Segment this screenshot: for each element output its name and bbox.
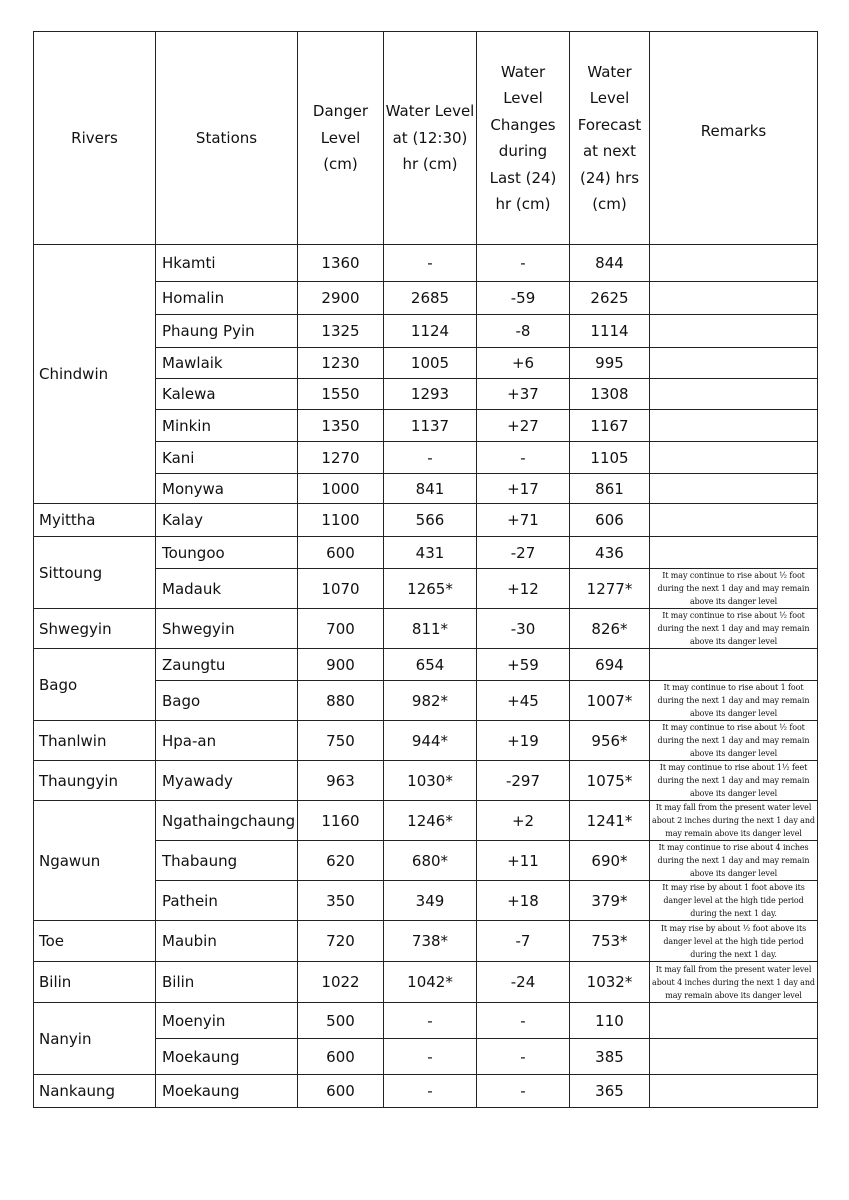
river-cell: Chindwin — [34, 245, 156, 504]
water-level-cell: 1005 — [384, 348, 477, 379]
river-cell: Bago — [34, 649, 156, 721]
station-cell: Ngathaingchaung — [156, 801, 298, 841]
remarks-cell: It may continue to rise about ½ foot during the next 1 day and may remain above its danger level — [650, 569, 818, 609]
remarks-cell: It may rise by about ½ foot above its danger level at the high tide period during the next 1 day. — [650, 921, 818, 962]
river-cell: Sittoung — [34, 537, 156, 609]
water-level-table — [33, 31, 818, 1108]
danger-level-cell: 1360 — [298, 245, 384, 282]
change-cell: +17 — [477, 474, 570, 504]
change-cell: - — [477, 1039, 570, 1075]
water-level-cell: 1265* — [384, 569, 477, 609]
change-cell: - — [477, 1003, 570, 1039]
change-cell: -24 — [477, 962, 570, 1003]
danger-level-cell: 500 — [298, 1003, 384, 1039]
remarks-cell — [650, 537, 818, 569]
danger-level-cell: 1325 — [298, 315, 384, 348]
river-cell: Toe — [34, 921, 156, 962]
remarks-cell: It may fall from the present water level about 2 inches during the next 1 day and may remain above its danger level — [650, 801, 818, 841]
forecast-cell: 694 — [570, 649, 650, 681]
station-cell: Minkin — [156, 410, 298, 442]
change-cell: +2 — [477, 801, 570, 841]
forecast-cell: 690* — [570, 841, 650, 881]
station-cell: Bago — [156, 681, 298, 721]
change-cell: -59 — [477, 282, 570, 315]
danger-level-cell: 620 — [298, 841, 384, 881]
station-cell: Moekaung — [156, 1075, 298, 1108]
station-cell: Monywa — [156, 474, 298, 504]
water-level-cell: 738* — [384, 921, 477, 962]
change-cell: +45 — [477, 681, 570, 721]
forecast-cell: 436 — [570, 537, 650, 569]
station-cell: Maubin — [156, 921, 298, 962]
forecast-cell: 606 — [570, 504, 650, 537]
water-level-cell: 1042* — [384, 962, 477, 1003]
river-cell: Shwegyin — [34, 609, 156, 649]
danger-level-cell: 963 — [298, 761, 384, 801]
station-cell: Zaungtu — [156, 649, 298, 681]
change-cell: +59 — [477, 649, 570, 681]
table-row — [34, 962, 818, 1003]
header-remarks: Remarks — [650, 32, 818, 245]
river-cell: Thaungyin — [34, 761, 156, 801]
water-level-cell: 2685 — [384, 282, 477, 315]
remarks-cell: It may rise by about 1 foot above its danger level at the high tide period during the next 1 day. — [650, 881, 818, 921]
table-row — [34, 761, 818, 801]
change-cell: - — [477, 245, 570, 282]
danger-level-cell: 2900 — [298, 282, 384, 315]
station-cell: Thabaung — [156, 841, 298, 881]
danger-level-cell: 1550 — [298, 379, 384, 410]
river-cell: Nanyin — [34, 1003, 156, 1075]
change-cell: -297 — [477, 761, 570, 801]
river-cell: Nankaung — [34, 1075, 156, 1108]
remarks-cell: It may continue to rise about 1½ feet during the next 1 day and may remain above its danger level — [650, 761, 818, 801]
change-cell: - — [477, 1075, 570, 1108]
change-cell: -30 — [477, 609, 570, 649]
change-cell: +6 — [477, 348, 570, 379]
change-cell: +18 — [477, 881, 570, 921]
table-row — [34, 1003, 818, 1039]
danger-level-cell: 1270 — [298, 442, 384, 474]
forecast-cell: 379* — [570, 881, 650, 921]
forecast-cell: 1167 — [570, 410, 650, 442]
change-cell: +12 — [477, 569, 570, 609]
forecast-cell: 385 — [570, 1039, 650, 1075]
change-cell: +27 — [477, 410, 570, 442]
water-level-cell: 680* — [384, 841, 477, 881]
danger-level-cell: 900 — [298, 649, 384, 681]
danger-level-cell: 700 — [298, 609, 384, 649]
table-row — [34, 537, 818, 569]
change-cell: +19 — [477, 721, 570, 761]
remarks-cell: It may continue to rise about 4 inches during the next 1 day and may remain above its danger level — [650, 841, 818, 881]
header-danger-level: Danger Level (cm) — [298, 32, 384, 245]
forecast-cell: 956* — [570, 721, 650, 761]
danger-level-cell: 720 — [298, 921, 384, 962]
danger-level-cell: 350 — [298, 881, 384, 921]
danger-level-cell: 1230 — [298, 348, 384, 379]
remarks-cell — [650, 1003, 818, 1039]
forecast-cell: 1007* — [570, 681, 650, 721]
water-level-cell: 566 — [384, 504, 477, 537]
forecast-cell: 2625 — [570, 282, 650, 315]
forecast-cell: 826* — [570, 609, 650, 649]
water-level-cell: 841 — [384, 474, 477, 504]
water-level-cell: 1030* — [384, 761, 477, 801]
danger-level-cell: 1000 — [298, 474, 384, 504]
remarks-cell: It may continue to rise about 1 foot during the next 1 day and may remain above its danger level — [650, 681, 818, 721]
forecast-cell: 1308 — [570, 379, 650, 410]
water-level-cell: 1293 — [384, 379, 477, 410]
danger-level-cell: 1160 — [298, 801, 384, 841]
remarks-cell — [650, 1075, 818, 1108]
header-stations: Stations — [156, 32, 298, 245]
header-changes: Water Level Changes during Last (24) hr (cm) — [477, 32, 570, 245]
water-level-cell: 944* — [384, 721, 477, 761]
change-cell: -7 — [477, 921, 570, 962]
forecast-cell: 1032* — [570, 962, 650, 1003]
remarks-cell — [650, 474, 818, 504]
station-cell: Phaung Pyin — [156, 315, 298, 348]
station-cell: Hkamti — [156, 245, 298, 282]
station-cell: Mawlaik — [156, 348, 298, 379]
station-cell: Moekaung — [156, 1039, 298, 1075]
remarks-cell — [650, 348, 818, 379]
header-forecast: Water Level Forecast at next (24) hrs (cm) — [570, 32, 650, 245]
danger-level-cell: 1350 — [298, 410, 384, 442]
water-level-cell: 431 — [384, 537, 477, 569]
water-level-cell: 1124 — [384, 315, 477, 348]
station-cell: Madauk — [156, 569, 298, 609]
change-cell: +11 — [477, 841, 570, 881]
danger-level-cell: 600 — [298, 537, 384, 569]
table-row — [34, 1075, 818, 1108]
header-water-level: Water Level at (12:30) hr (cm) — [384, 32, 477, 245]
station-cell: Myawady — [156, 761, 298, 801]
remarks-cell — [650, 315, 818, 348]
change-cell: +37 — [477, 379, 570, 410]
forecast-cell: 844 — [570, 245, 650, 282]
water-level-cell: - — [384, 1003, 477, 1039]
remarks-cell: It may continue to rise about ½ foot during the next 1 day and may remain above its danger level — [650, 721, 818, 761]
station-cell: Hpa-an — [156, 721, 298, 761]
table-row — [34, 504, 818, 537]
river-cell: Bilin — [34, 962, 156, 1003]
station-cell: Bilin — [156, 962, 298, 1003]
station-cell: Kani — [156, 442, 298, 474]
table-row — [34, 609, 818, 649]
forecast-cell: 1114 — [570, 315, 650, 348]
water-level-cell: 1137 — [384, 410, 477, 442]
station-cell: Kalewa — [156, 379, 298, 410]
forecast-cell: 995 — [570, 348, 650, 379]
remarks-cell — [650, 410, 818, 442]
water-level-cell: 1246* — [384, 801, 477, 841]
river-cell: Myittha — [34, 504, 156, 537]
water-level-cell: - — [384, 442, 477, 474]
water-level-cell: 811* — [384, 609, 477, 649]
forecast-cell: 753* — [570, 921, 650, 962]
remarks-cell: It may fall from the present water level about 4 inches during the next 1 day and may remain above its danger level — [650, 962, 818, 1003]
station-cell: Shwegyin — [156, 609, 298, 649]
remarks-cell — [650, 245, 818, 282]
table-row — [34, 245, 818, 282]
forecast-cell: 1105 — [570, 442, 650, 474]
danger-level-cell: 600 — [298, 1075, 384, 1108]
danger-level-cell: 600 — [298, 1039, 384, 1075]
water-level-cell: 982* — [384, 681, 477, 721]
water-level-cell: - — [384, 1039, 477, 1075]
station-cell: Kalay — [156, 504, 298, 537]
remarks-cell — [650, 649, 818, 681]
station-cell: Pathein — [156, 881, 298, 921]
table-row — [34, 721, 818, 761]
water-level-cell: - — [384, 1075, 477, 1108]
forecast-cell: 110 — [570, 1003, 650, 1039]
danger-level-cell: 1100 — [298, 504, 384, 537]
station-cell: Moenyin — [156, 1003, 298, 1039]
danger-level-cell: 1070 — [298, 569, 384, 609]
header-rivers: Rivers — [34, 32, 156, 245]
river-cell: Thanlwin — [34, 721, 156, 761]
station-cell: Homalin — [156, 282, 298, 315]
change-cell: -27 — [477, 537, 570, 569]
forecast-cell: 365 — [570, 1075, 650, 1108]
danger-level-cell: 880 — [298, 681, 384, 721]
forecast-cell: 1241* — [570, 801, 650, 841]
danger-level-cell: 750 — [298, 721, 384, 761]
remarks-cell — [650, 1039, 818, 1075]
river-cell: Ngawun — [34, 801, 156, 921]
change-cell: -8 — [477, 315, 570, 348]
table-row — [34, 649, 818, 681]
forecast-cell: 1277* — [570, 569, 650, 609]
table-body — [34, 245, 818, 1108]
header-row — [34, 32, 818, 245]
water-level-cell: 349 — [384, 881, 477, 921]
water-level-cell: 654 — [384, 649, 477, 681]
remarks-cell — [650, 282, 818, 315]
water-level-cell: - — [384, 245, 477, 282]
remarks-cell — [650, 379, 818, 410]
forecast-cell: 861 — [570, 474, 650, 504]
forecast-cell: 1075* — [570, 761, 650, 801]
remarks-cell — [650, 442, 818, 474]
change-cell: - — [477, 442, 570, 474]
remarks-cell — [650, 504, 818, 537]
change-cell: +71 — [477, 504, 570, 537]
table-row — [34, 801, 818, 841]
remarks-cell: It may continue to rise about ½ foot during the next 1 day and may remain above its danger level — [650, 609, 818, 649]
danger-level-cell: 1022 — [298, 962, 384, 1003]
table-row — [34, 921, 818, 962]
station-cell: Toungoo — [156, 537, 298, 569]
